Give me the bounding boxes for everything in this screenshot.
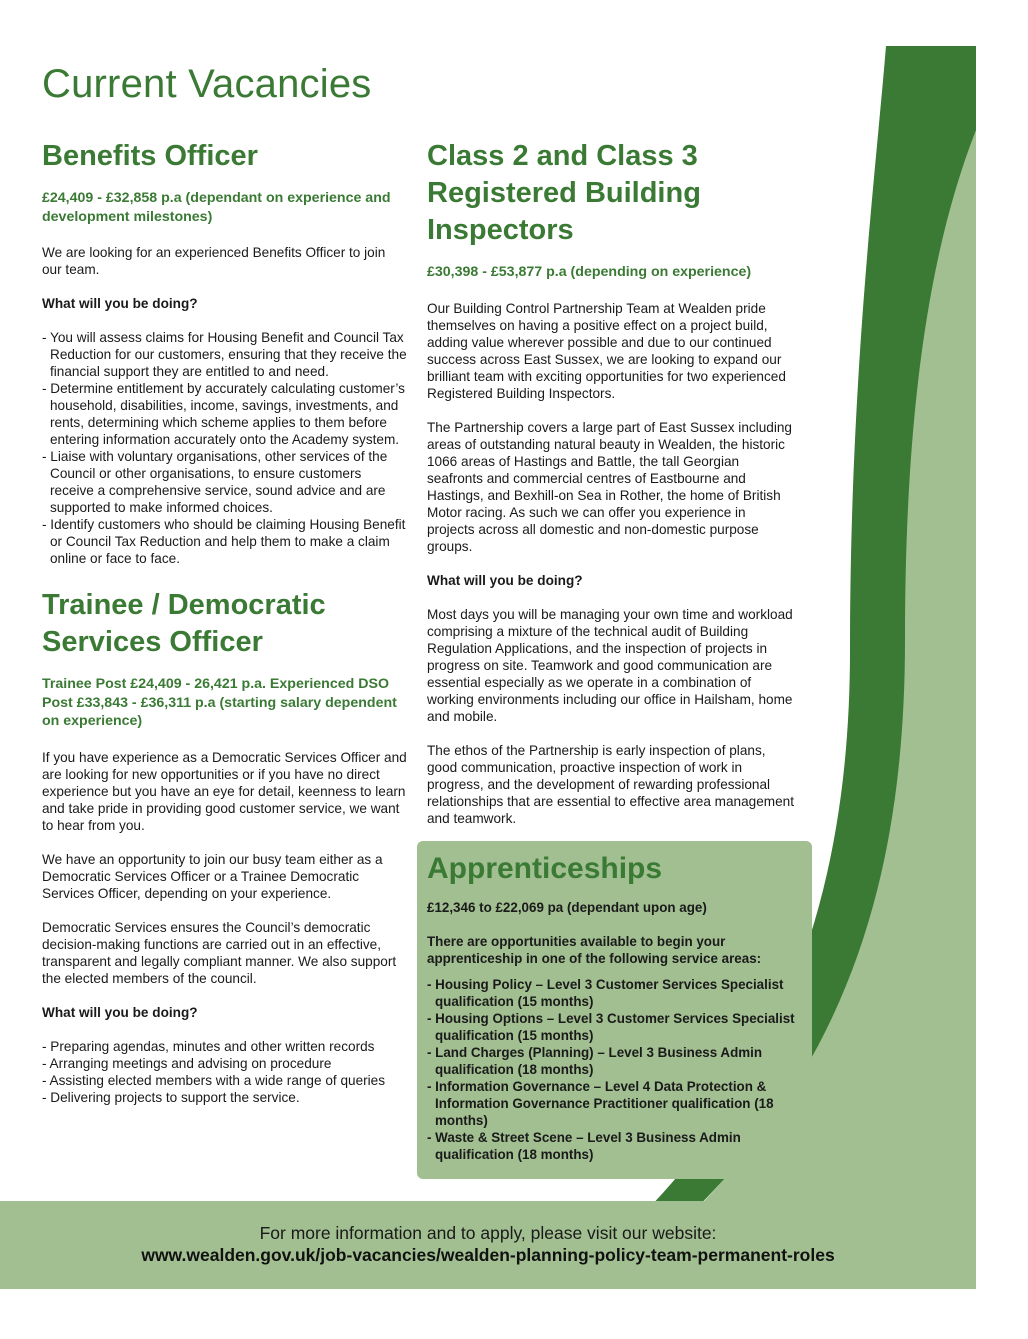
building-inspectors-para-4: The ethos of the Partnership is early inspection of plans, good communication, proactive inspection of work in progress, and the development of rewarding professional relationships that are essential to effective area management and teamwork. — [427, 742, 794, 826]
apprenticeships-intro: There are opportunities available to begin your apprenticeship in one of the following service areas: — [427, 934, 762, 966]
list-item: - Assisting elected members with a wide range of queries — [42, 1072, 386, 1088]
apprenticeships-box — [417, 841, 812, 1179]
trainee-dso-title: Trainee / Democratic Services Officer — [42, 589, 326, 658]
list-item: - Arranging meetings and advising on procedure — [42, 1055, 332, 1071]
left-column — [42, 138, 407, 1106]
trainee-dso-section — [42, 587, 407, 1106]
right-column — [427, 138, 795, 827]
list-item: - Liaise with voluntary organisations, other services of the Council or other organisations, to ensure customers receive a comprehensive service, sound advice and are supported to make informed choices. — [42, 449, 388, 515]
trainee-dso-para-3: Democratic Services ensures the Council’s democratic decision-making functions are carried out in an effective, transparent and legally compliant manner. We also support the elected members of the council. — [42, 919, 397, 986]
building-inspectors-para-2: The Partnership covers a large part of East Sussex including areas of outstanding natural beauty in Wealden, the historic 1066 areas of Hastings and Battle, the tall Georgian seafronts and commercial centres of Eastbourne and Hastings, and Bexhill-on Sea in Rother, the home of British Motor racing. As such we can offer you experience in projects across all domestic and non-domestic purpose groups. — [427, 419, 792, 554]
list-item: - Housing Options – Level 3 Customer Services Specialist qualification (15 months) — [427, 1011, 795, 1043]
building-inspectors-duties-heading: What will you be doing? — [427, 572, 583, 588]
building-inspectors-title: Class 2 and Class 3 Registered Building Inspectors — [427, 140, 701, 246]
trainee-dso-salary: Trainee Post £24,409 - 26,421 p.a. Experienced DSO Post £33,843 - £36,311 p.a (starting salary dependent on experience) — [42, 676, 397, 729]
benefits-officer-section — [42, 138, 407, 567]
building-inspectors-salary: £30,398 - £53,877 p.a (depending on experience) — [427, 264, 752, 280]
trainee-dso-para-2: We have an opportunity to join our busy team either as a Democratic Services Officer or a Trainee Democratic Services Officer, depending on your experience. — [42, 851, 383, 901]
list-item: - You will assess claims for Housing Benefit and Council Tax Reduction for our customers, ensuring that they receive the financial support they are entitled to and need. — [42, 330, 407, 379]
footer-info-text: For more information and to apply, please visit our website: — [259, 1223, 717, 1243]
building-inspectors-section — [427, 138, 795, 827]
benefits-duties-list — [42, 329, 407, 567]
list-item: - Determine entitlement by accurately calculating customer’s household, disabilities, income, savings, investments, and rents, determining which scheme applies to them before entering information accurately onto the Academy system. — [42, 381, 405, 447]
benefits-officer-title: Benefits Officer — [42, 140, 258, 172]
apprenticeships-salary: £12,346 to £22,069 pa (dependant upon age) — [427, 900, 707, 915]
trainee-dso-para-1: If you have experience as a Democratic Services Officer and are looking for new opportunities or if you have no direct experience but you have an eye for detail, keenness to learn and take pride in providing good customer service, we want to hear from you. — [42, 749, 407, 833]
trainee-duties-heading: What will you be doing? — [42, 1004, 198, 1020]
page-title: Current Vacancies — [42, 62, 372, 106]
list-item: - Housing Policy – Level 3 Customer Services Specialist qualification (15 months) — [427, 977, 784, 1009]
building-inspectors-para-3: Most days you will be managing your own time and workload comprising a mixture of the technical audit of Building Regulation Applications, and the inspection of projects in progress on site. Teamwork and good communication are essential especially as we operate in a combination of working environments including our office in Hailsham, home and mobile. — [427, 606, 793, 724]
footer-website-link[interactable]: www.wealden.gov.uk/job-vacancies/wealden-planning-policy-team-permanent-roles — [141, 1245, 835, 1265]
list-item: - Delivering projects to support the service. — [42, 1089, 300, 1105]
list-item: - Preparing agendas, minutes and other written records — [42, 1038, 375, 1054]
list-item: - Information Governance – Level 4 Data Protection & Information Governance Practitioner qualification (18 months) — [427, 1079, 774, 1128]
list-item: - Land Charges (Planning) – Level 3 Business Admin qualification (18 months) — [427, 1045, 763, 1077]
list-item: - Waste & Street Scene – Level 3 Business Admin qualification (18 months) — [427, 1130, 741, 1162]
apprenticeships-list — [427, 976, 800, 1163]
footer-banner — [0, 1201, 976, 1289]
building-inspectors-para-1: Our Building Control Partnership Team at Wealden pride themselves on having a positive effect on a project build, adding value wherever possible and due to our continued success across East Sussex, we are looking to expand our brilliant team with exciting opportunities for two experienced Registered Building Inspectors. — [427, 300, 786, 401]
apprenticeships-title: Apprenticeships — [427, 852, 663, 885]
trainee-duties-list — [42, 1038, 407, 1106]
benefits-duties-heading: What will you be doing? — [42, 296, 198, 311]
benefits-officer-intro: We are looking for an experienced Benefits Officer to join our team. — [42, 245, 386, 277]
list-item: - Identify customers who should be claiming Housing Benefit or Council Tax Reduction and help them to make a claim online or face to face. — [42, 517, 406, 566]
benefits-officer-salary: £24,409 - £32,858 p.a (dependant on experience and development milestones) — [42, 190, 391, 225]
